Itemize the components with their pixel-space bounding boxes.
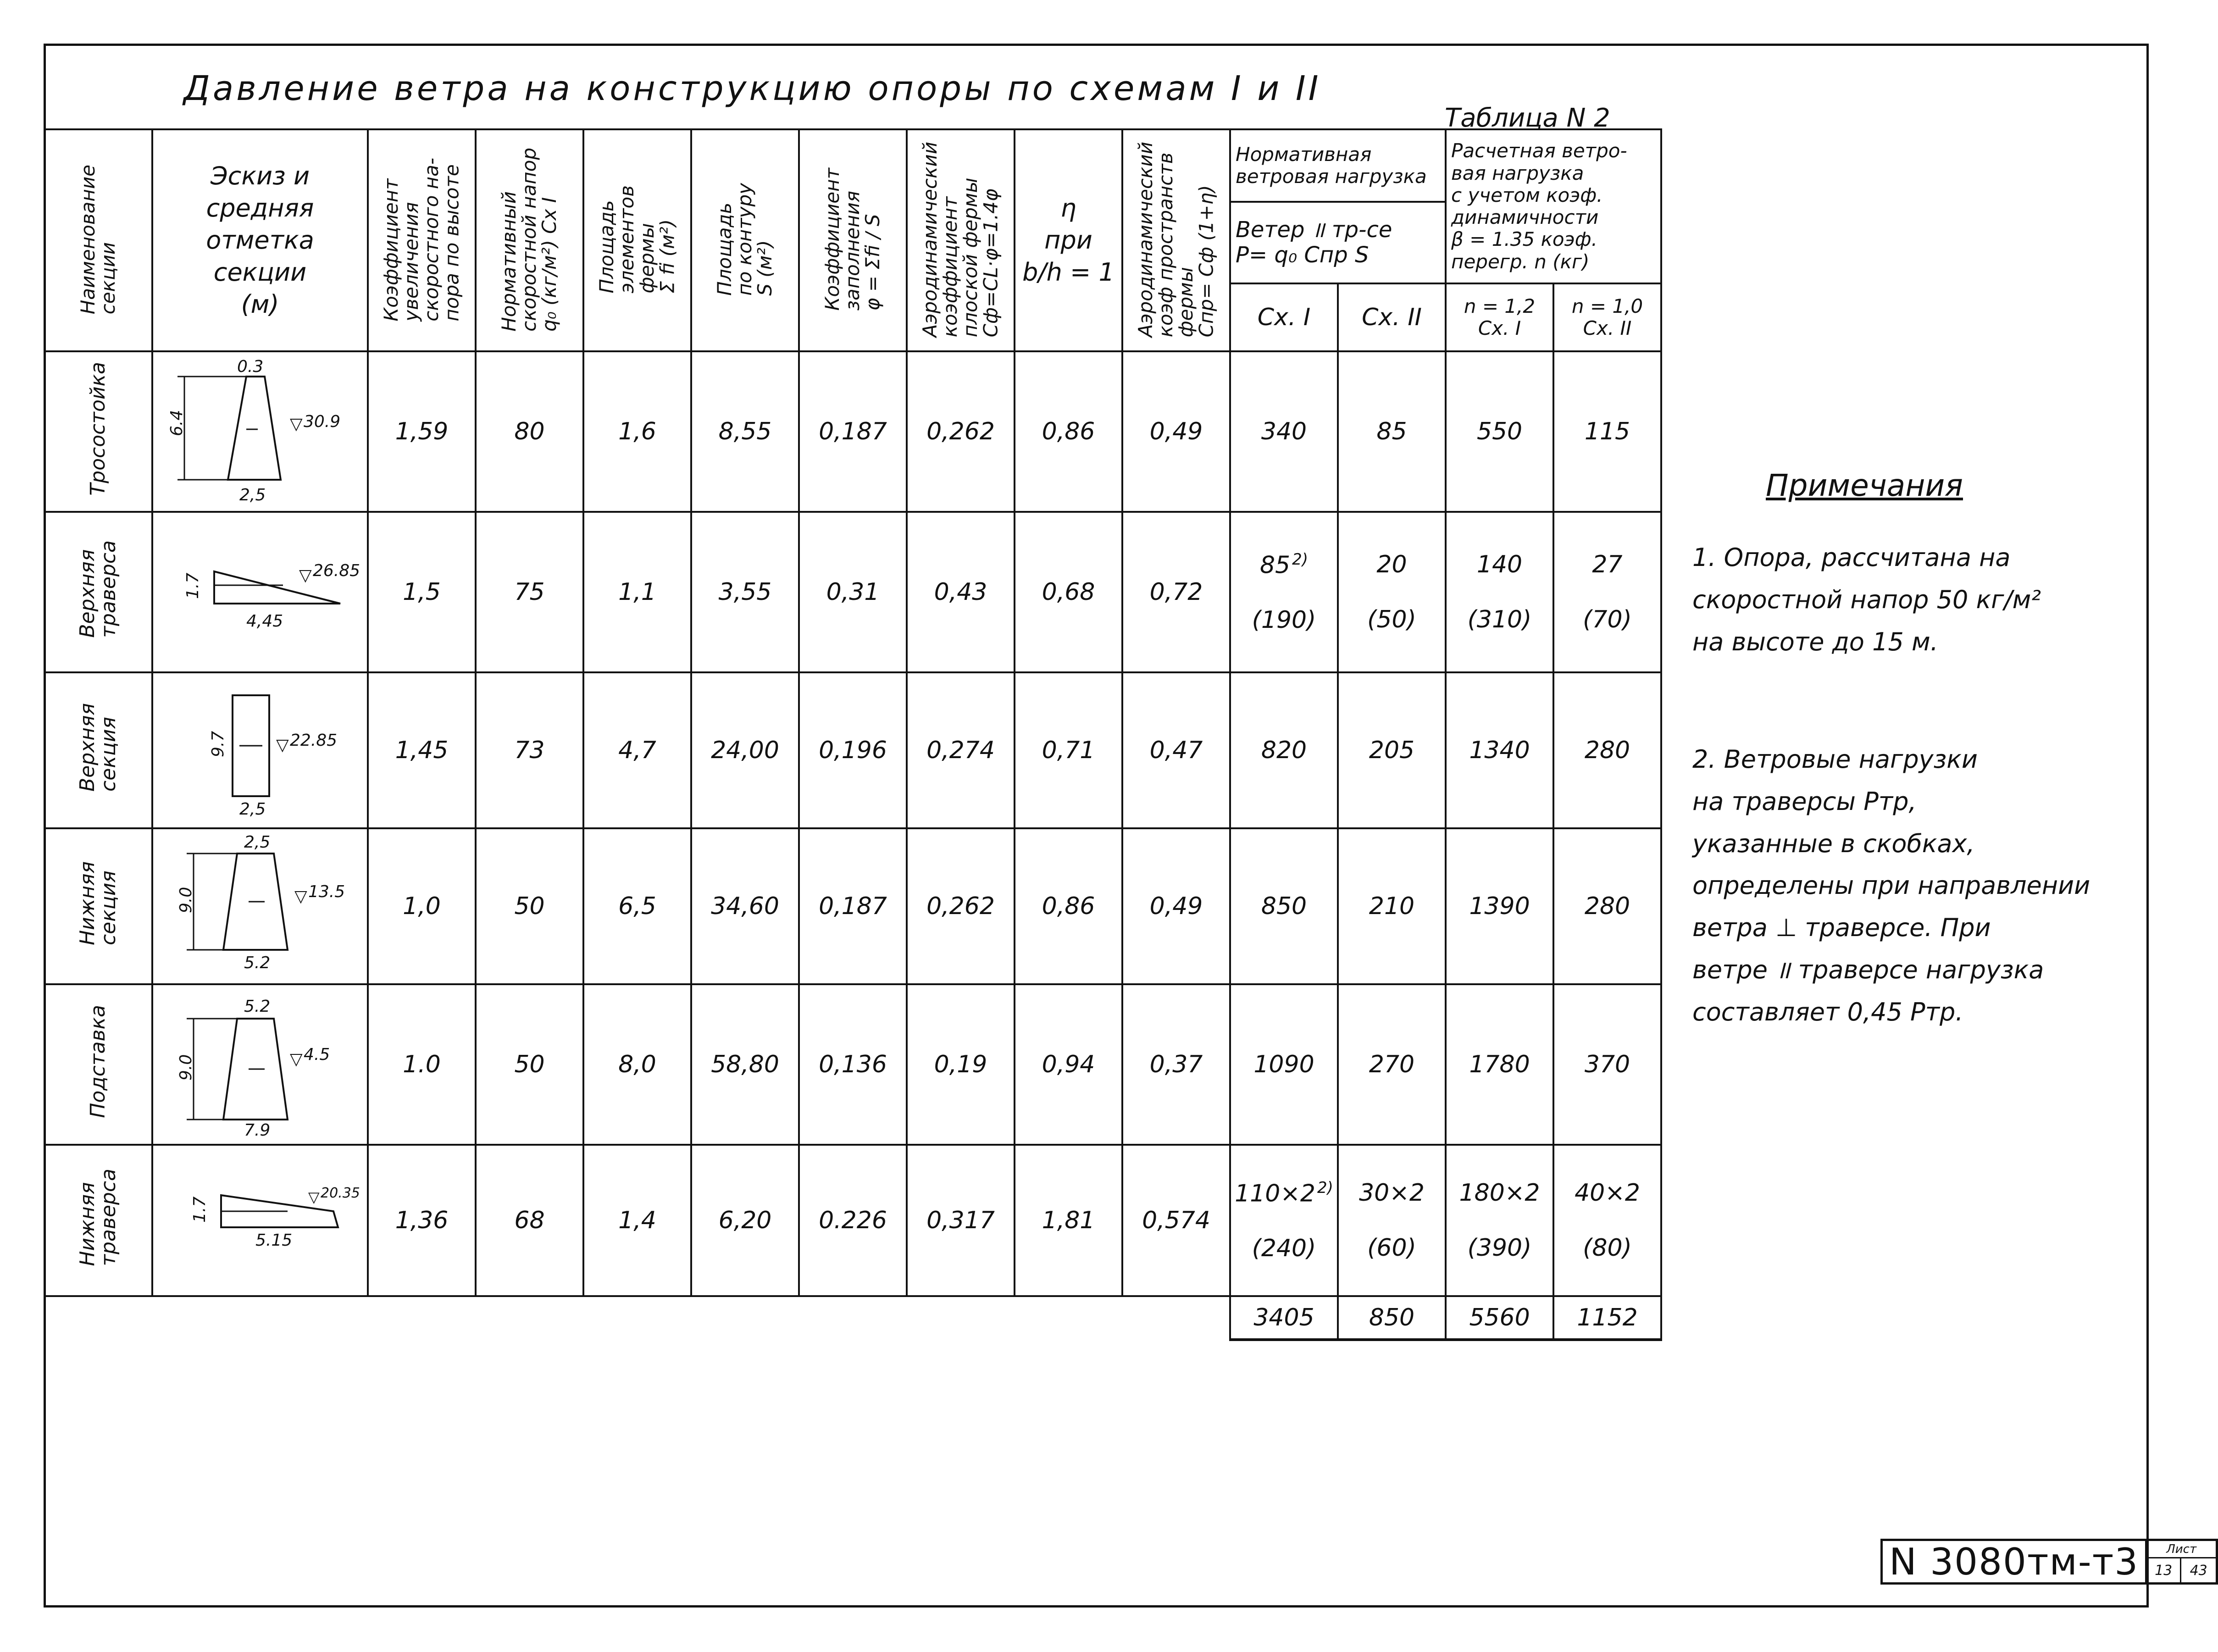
header-norm-c1: Сх. I [1230, 283, 1338, 351]
cell-fi: 4,7 [583, 672, 691, 828]
note-1: 1. Опора, рассчитана на скоростной напор 50 кг/м² на высоте до 15 м. [1692, 543, 2041, 656]
cell-s: 58,80 [691, 984, 799, 1145]
cell-norm-c2: 205 [1338, 672, 1446, 828]
cell-phi: 0,136 [799, 984, 907, 1145]
totals-row [44, 1296, 1661, 1340]
total-norm-c2: 850 [1338, 1296, 1446, 1340]
cell-calc-c2: 40×2 (80) [1553, 1145, 1661, 1296]
cell-fi: 1,4 [583, 1145, 691, 1296]
cell-cpr: 0,49 [1122, 828, 1230, 984]
sketch-elev-label: 26.85 [313, 561, 360, 580]
cell-calc-c1: 140 (310) [1446, 512, 1553, 672]
cell-k: 1,45 [368, 672, 476, 828]
cell-phi: 0,187 [799, 828, 907, 984]
cell-cf: 0,317 [907, 1145, 1015, 1296]
cell-norm-c1: 340 [1230, 351, 1338, 512]
table-row [44, 351, 1661, 512]
cell-norm-c2: 210 [1338, 828, 1446, 984]
cell-norm-c2: 270 [1338, 984, 1446, 1145]
sketch-height-label: 9.7 [209, 731, 227, 757]
table-number: Таблица N 2 [1445, 103, 1610, 133]
cell-s: 3,55 [691, 512, 799, 672]
header-fi: Площадь элементов фермы Σ fi (м²) [583, 129, 691, 351]
cell-fi: 8,0 [583, 984, 691, 1145]
sketch-elev-label: 30.9 [304, 412, 341, 431]
cell-k: 1,5 [368, 512, 476, 672]
cell-q: 75 [476, 512, 583, 672]
cell-norm-c2: 30×2 (60) [1338, 1145, 1446, 1296]
cell-calc-c2: 115 [1553, 351, 1661, 512]
sketch-elev-mark: ▽ [276, 736, 289, 754]
row-name: Тросостойка [44, 351, 152, 512]
document-code: N 3080тм-т3 [1883, 1541, 2147, 1582]
sketch-bottom-label: 5.15 [255, 1231, 293, 1250]
sketch-elev-mark: ▽ [290, 1050, 303, 1069]
cell-norm-c2: 85 [1338, 351, 1446, 512]
table-row [44, 512, 1661, 672]
header-sketch: Эскиз и средняя отметка секции (м) [152, 129, 368, 351]
sketch-elev-label: 4.5 [304, 1045, 330, 1064]
row-name: Верхняя траверса [44, 512, 152, 672]
sketch-elev-mark: ▽ [294, 887, 307, 906]
cell-k: 1,0 [368, 828, 476, 984]
row-name: Верхняя секция [44, 672, 152, 828]
table-row [44, 672, 1661, 828]
sketch-trapezoid [159, 989, 361, 1140]
cell-q: 68 [476, 1145, 583, 1296]
cell-eta: 1,81 [1015, 1145, 1122, 1296]
cell-cpr: 0,47 [1122, 672, 1230, 828]
sketch-bottom-label: 2,5 [239, 800, 266, 819]
sketch-bottom-label: 4,45 [246, 612, 283, 631]
section-sketch [152, 828, 368, 984]
cell-calc-c2: 27 (70) [1553, 512, 1661, 672]
sketch-rectangle [159, 677, 361, 824]
cell-calc-c1: 180×2 (390) [1446, 1145, 1553, 1296]
cell-norm-c1: 85 $^{2)}$ (190) [1230, 512, 1338, 672]
header-k: Коэффициент увеличения скоростного на- пора по высоте [368, 129, 476, 351]
header-calc-c2: n = 1,0 Сх. II [1553, 283, 1661, 351]
cell-k: 1,59 [368, 351, 476, 512]
cell-calc-c1: 1340 [1446, 672, 1553, 828]
sketch-elev-label: 20.35 [321, 1185, 360, 1201]
sketch-bottom-label: 2,5 [239, 486, 266, 504]
table-row [44, 828, 1661, 984]
cell-fi: 1,1 [583, 512, 691, 672]
cell-phi: 0,187 [799, 351, 907, 512]
sheet-box [2147, 1541, 2216, 1582]
cell-k: 1,36 [368, 1145, 476, 1296]
row-name: Нижняя секция [44, 828, 152, 984]
sketch-height-label: 6.4 [167, 410, 186, 436]
cell-norm-c1: 820 [1230, 672, 1338, 828]
cell-phi: 0.226 [799, 1145, 907, 1296]
sketch-top-label: 5.2 [244, 997, 271, 1016]
cell-s: 24,00 [691, 672, 799, 828]
total-calc-c2: 1152 [1553, 1296, 1661, 1340]
sketch-top-label: 0.3 [237, 357, 264, 376]
section-sketch [152, 984, 368, 1145]
cell-q: 80 [476, 351, 583, 512]
document-stamp [1880, 1539, 2218, 1585]
notes-title: Примечания [1766, 468, 1963, 503]
cell-phi: 0,31 [799, 512, 907, 672]
section-sketch [152, 1145, 368, 1296]
total-norm-c1: 3405 [1230, 1296, 1338, 1340]
sketch-elev-mark: ▽ [308, 1188, 320, 1206]
cell-s: 8,55 [691, 351, 799, 512]
row-name: Нижняя траверса [44, 1145, 152, 1296]
section-sketch [152, 672, 368, 828]
cell-q: 73 [476, 672, 583, 828]
header-name: Наименование секции [44, 129, 152, 351]
header-calc-c1: n = 1,2 Сх. I [1446, 283, 1553, 351]
header-norm-group: Нормативная ветровая нагрузка [1230, 129, 1446, 202]
sketch-height-label: 9.0 [177, 1054, 195, 1081]
cell-eta: 0,71 [1015, 672, 1122, 828]
cell-fi: 1,6 [583, 351, 691, 512]
cell-cf: 0,43 [907, 512, 1015, 672]
cell-cpr: 0,72 [1122, 512, 1230, 672]
sketch-elev-mark: ▽ [290, 415, 303, 433]
cell-calc-c2: 280 [1553, 672, 1661, 828]
sheet-number: 13 [2147, 1558, 2181, 1582]
cell-s: 6,20 [691, 1145, 799, 1296]
sketch-elev-label: 13.5 [308, 882, 345, 901]
cell-eta: 0,68 [1015, 512, 1122, 672]
cell-norm-c1: 1090 [1230, 984, 1338, 1145]
cell-s: 34,60 [691, 828, 799, 984]
header-phi: Коэффициент заполнения φ = Σfi / S [799, 129, 907, 351]
cell-eta: 0,94 [1015, 984, 1122, 1145]
cell-norm-c1: 110×2 $^{2)}$ (240) [1230, 1145, 1338, 1296]
cell-q: 50 [476, 828, 583, 984]
header-norm-formula: Ветер ॥ тр-се P= q₀ Cпр S [1230, 202, 1446, 283]
cell-cf: 0,262 [907, 828, 1015, 984]
cell-cf: 0,262 [907, 351, 1015, 512]
wind-pressure-table [44, 128, 1662, 1341]
header-s: Площадь по контуру S (м²) [691, 129, 799, 351]
sketch-trapezoid [159, 833, 361, 980]
header-eta: η при b/h = 1 [1015, 129, 1122, 351]
sheet-label: Лист [2147, 1541, 2216, 1558]
table-row [44, 984, 1661, 1145]
cell-norm-c1: 850 [1230, 828, 1338, 984]
cell-phi: 0,196 [799, 672, 907, 828]
table-row [44, 1145, 1661, 1296]
cell-calc-c2: 370 [1553, 984, 1661, 1145]
cell-k: 1.0 [368, 984, 476, 1145]
header-q: Нормативный скоростной напор q₀ (кг/м²) Сх I [476, 129, 583, 351]
table-title: Давление ветра на конструкцию опоры по схемам I и II [183, 69, 1321, 108]
sketch-height-label: 9.0 [177, 887, 195, 913]
sketch-triangle [159, 516, 361, 668]
cell-cf: 0,19 [907, 984, 1015, 1145]
sketch-bottom-label: 5.2 [244, 954, 271, 972]
cell-norm-c2: 20 (50) [1338, 512, 1446, 672]
total-calc-c1: 5560 [1446, 1296, 1553, 1340]
cell-cpr: 0,49 [1122, 351, 1230, 512]
cell-cf: 0,274 [907, 672, 1015, 828]
sketch-trapezoid [159, 356, 361, 507]
header-cf: Аэродинамический коэффициент плоской фермы Cф=CL·φ=1.4φ [907, 129, 1015, 351]
cell-calc-c1: 1780 [1446, 984, 1553, 1145]
cell-calc-c1: 1390 [1446, 828, 1553, 984]
section-sketch [152, 512, 368, 672]
sketch-triangle [159, 1149, 361, 1292]
sketch-height-label: 1.7 [183, 572, 202, 599]
sketch-top-label: 2,5 [244, 833, 271, 852]
header-norm-c2: Сх. II [1338, 283, 1446, 351]
sketch-height-label: 1.7 [190, 1196, 209, 1223]
header-calc-group: Расчетная ветро- вая нагрузка с учетом коэф. динамичности β = 1.35 коэф. перегр. n (кг) [1446, 129, 1661, 283]
cell-eta: 0,86 [1015, 828, 1122, 984]
cell-fi: 6,5 [583, 828, 691, 984]
row-name: Подставка [44, 984, 152, 1145]
cell-cpr: 0,37 [1122, 984, 1230, 1145]
header-cpr: Аэродинамический коэф пространств фермы Cпр= Cф (1+η) [1122, 129, 1230, 351]
sheet-total: 43 [2190, 1562, 2207, 1579]
sketch-elev-label: 22.85 [290, 731, 338, 750]
cell-calc-c2: 280 [1553, 828, 1661, 984]
cell-q: 50 [476, 984, 583, 1145]
cell-cpr: 0,574 [1122, 1145, 1230, 1296]
cell-calc-c1: 550 [1446, 351, 1553, 512]
sketch-elev-mark: ▽ [299, 566, 312, 585]
note-2: 2. Ветровые нагрузки на траверсы Pтр, указанные в скобках, определены при направлении ветра ⊥ траверсе. При ветре ॥ траверсе нагрузка составляет 0,45 Pтр. [1692, 745, 2090, 1026]
sketch-bottom-label: 7.9 [244, 1121, 271, 1140]
cell-eta: 0,86 [1015, 351, 1122, 512]
section-sketch [152, 351, 368, 512]
